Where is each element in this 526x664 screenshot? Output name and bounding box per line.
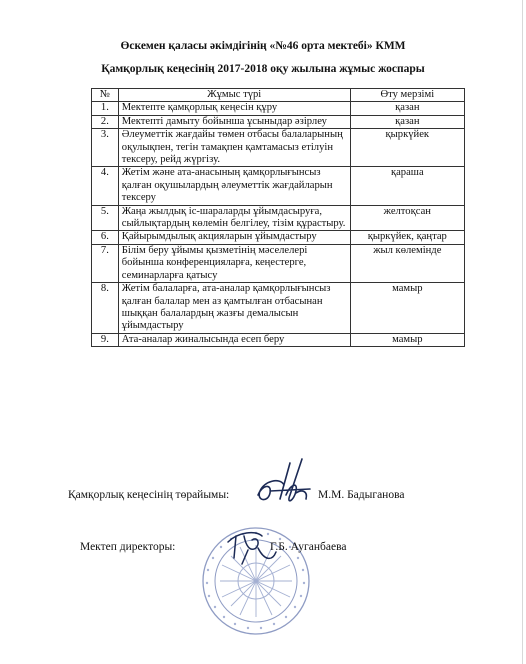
row-number: 9.: [92, 333, 119, 346]
row-task: Жетім балаларға, ата-аналар қамқорлығынсыз қалған балалар мен аз қамтылған отбасынан шыққан балалардың жазғы демалысын ұйымдастыру: [118, 283, 350, 334]
header-number: №: [92, 89, 119, 102]
chair-title: Қамқорлық кеңесінің төрайымы:: [68, 489, 230, 501]
header-task: Жұмыс түрі: [118, 89, 350, 102]
table-row: [92, 333, 465, 346]
table-row: [92, 231, 465, 244]
row-number: 3.: [92, 129, 119, 167]
row-due: қыркүйек: [350, 129, 464, 167]
row-task: Жетім және ата-анасының қамқорлығынсыз қалған оқушылардың әлеуметтік жағдайларын тексеру: [118, 167, 350, 205]
row-number: 6.: [92, 231, 119, 244]
row-task: Қайырымдылық акцияларын ұйымдастыру: [118, 231, 350, 244]
director-title: Мектеп директоры:: [80, 541, 176, 553]
row-due: жыл көлемінде: [350, 244, 464, 282]
table-row: [92, 129, 465, 167]
row-due: қазан: [350, 102, 464, 115]
row-task: Білім беру ұйымы қызметінің мәселелері бойынша конференцияларға, кеңестерге, семинарларға қатысу: [118, 244, 350, 282]
row-task: Жаңа жылдық іс-шараларды ұйымдасыруға, сыйлықтардың көлемін белгілеу, тізім құрастыру.: [118, 205, 350, 231]
row-due: мамыр: [350, 333, 464, 346]
row-number: 1.: [92, 102, 119, 115]
header-due: Өту мерзімі: [350, 89, 464, 102]
row-due: қыркүйек, қаңтар: [350, 231, 464, 244]
row-task: Ата-аналар жиналысында есеп беру: [118, 333, 350, 346]
table-row: [92, 205, 465, 231]
row-number: 5.: [92, 205, 119, 231]
row-number: 2.: [92, 115, 119, 128]
table-row: [92, 244, 465, 282]
work-plan-table: [91, 88, 465, 347]
row-due: қараша: [350, 167, 464, 205]
row-task: Әлеуметтік жағдайы төмен отбасы балаларының оқулықпен, тегін тамақпен қамтамасыз етілуін тексеру, рейд жүргізу.: [118, 129, 350, 167]
row-number: 8.: [92, 283, 119, 334]
director-name: Г.Б. Ауганбаева: [270, 541, 347, 553]
page-edge: [522, 0, 523, 664]
document-title-line2: Қамқорлық кеңесінің 2017-2018 оқу жылына жұмыс жоспары: [101, 63, 425, 75]
chair-name: М.М. Бадыганова: [318, 489, 405, 501]
table-row: [92, 115, 465, 128]
table-header-row: [92, 89, 465, 102]
table-row: [92, 167, 465, 205]
row-number: 7.: [92, 244, 119, 282]
chair-signature: [250, 455, 320, 515]
row-due: қазан: [350, 115, 464, 128]
row-task: Мектепті дамыту бойынша ұсыныдар әзірлеу: [118, 115, 350, 128]
row-due: желтоқсан: [350, 205, 464, 231]
table-row: [92, 283, 465, 334]
row-task: Мектепте қамқорлық кеңесін құру: [118, 102, 350, 115]
document-title-line1: Өскемен қаласы әкімдігінің «№46 орта мектебі» КММ: [120, 40, 406, 52]
table-row: [92, 102, 465, 115]
row-number: 4.: [92, 167, 119, 205]
row-due: мамыр: [350, 283, 464, 334]
